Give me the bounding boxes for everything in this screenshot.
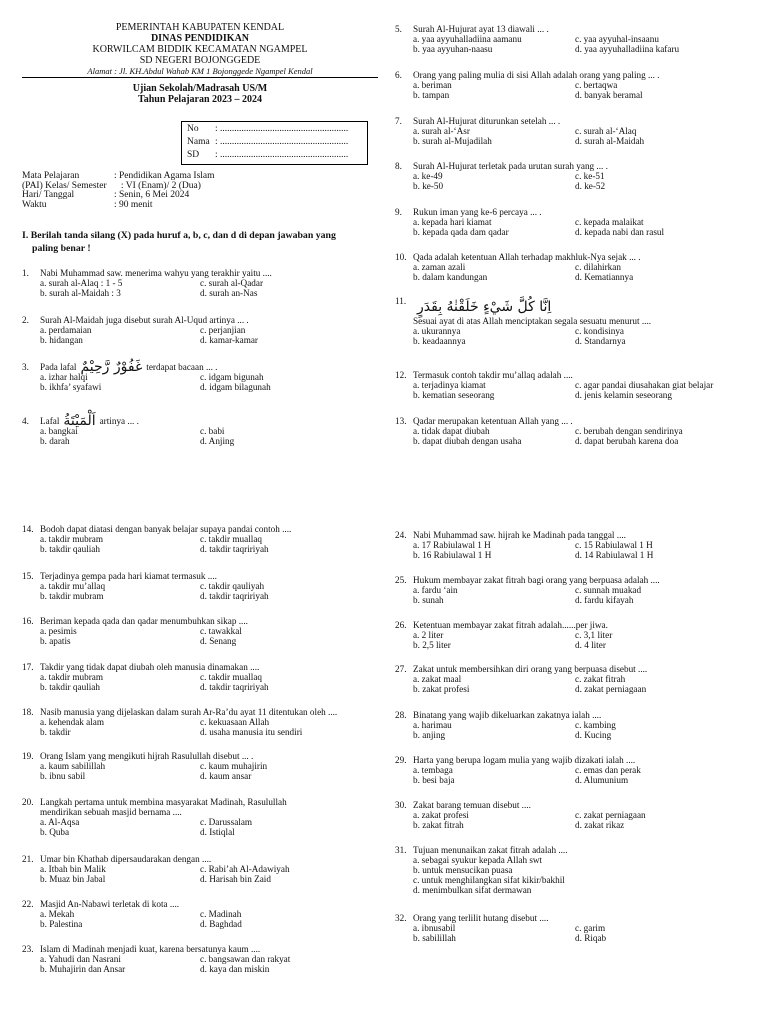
option-a[interactable]: a. ke-49	[413, 171, 443, 181]
option-c[interactable]: c. yaa ayyuhal-insaanu	[575, 34, 659, 44]
option-a[interactable]: a. takdir mubram	[40, 534, 104, 544]
question-number: 26.	[395, 620, 407, 630]
question-17	[22, 662, 360, 692]
option-c[interactable]: c. tawakkal	[200, 626, 242, 636]
option-b[interactable]: b. takdir	[40, 727, 71, 737]
option-b[interactable]: b. sabilillah	[413, 933, 456, 943]
option-a[interactable]: a. 17 Rabiulawal 1 H	[413, 540, 491, 550]
instruction-line-1: I. Berilah tanda silang (X) pada huruf a, b, c, dan d di depan jawaban yang	[22, 230, 336, 241]
option-c[interactable]: c. 3,1 liter	[575, 630, 613, 640]
header-line-2: DINAS PENDIDIKAN	[150, 33, 250, 44]
question-number: 5.	[395, 24, 402, 34]
question-16	[22, 616, 360, 646]
option-a[interactable]: a. kepada hari kiamat	[413, 217, 492, 227]
question-23	[22, 944, 360, 974]
option-c[interactable]: c. Darussalam	[200, 817, 253, 827]
question-stem: Qadar merupakan ketentuan Allah yang ... .	[413, 416, 573, 426]
option-c[interactable]: c. agar pandai diusahakan giat belajar	[575, 380, 714, 390]
option-d[interactable]: d. Baghdad	[200, 919, 242, 929]
id-value: : ......................................................	[215, 150, 349, 160]
option-d[interactable]: d. dapat berubah karena doa	[575, 436, 679, 446]
question-number: 21.	[22, 854, 34, 864]
question-stem: Masjid An-Nabawi terletak di kota ....	[40, 899, 180, 909]
question-stem: Nabi Muhammad saw. menerima wahyu yang terakhir yaitu ....	[40, 268, 272, 278]
option-a[interactable]: a. beriman	[413, 80, 452, 90]
question-number: 30.	[395, 800, 407, 810]
option-c[interactable]: c. surah al-‘Alaq	[575, 126, 637, 136]
meta-value: : VI (Enam)/ 2 (Dua)	[106, 180, 201, 191]
question-number: 25.	[395, 575, 407, 585]
option-b[interactable]: b. anjing	[413, 730, 446, 740]
option-a[interactable]: a. ibnusabil	[413, 923, 456, 933]
option-a[interactable]: a. izhar halqi	[40, 372, 88, 382]
option-d[interactable]: d. Anjing	[200, 436, 235, 446]
id-row	[187, 136, 367, 149]
option-d[interactable]: d. Kematiannya	[575, 272, 634, 282]
question-number: 14.	[22, 524, 34, 534]
question-number: 10.	[395, 252, 407, 262]
question-14	[22, 524, 360, 554]
option-b[interactable]: b. surah al-Maidah : 3	[40, 288, 121, 298]
header-divider	[22, 77, 378, 78]
option-a[interactable]: a. terjadinya kiamat	[413, 380, 486, 390]
question-31	[395, 845, 568, 895]
option-c[interactable]: c. takdir muallaq	[200, 672, 262, 682]
option-d[interactable]: d. Standarnya	[575, 336, 626, 346]
question-number: 4.	[22, 416, 29, 426]
question-3	[22, 359, 360, 392]
letterhead	[20, 22, 380, 77]
question-stem: Sesuai ayat di atas Allah menciptakan segala sesuatu menurut ....	[413, 316, 652, 326]
meta-key: Mata Pelajaran	[22, 171, 80, 181]
option-d[interactable]: d. kamar-kamar	[200, 335, 258, 345]
option-c[interactable]: c. idgam bigunah	[200, 372, 264, 382]
question-29	[395, 755, 737, 785]
question-stem: Nabi Muhammad saw. hijrah ke Madinah pada tanggal ....	[413, 530, 626, 540]
option-a[interactable]: a. tembaga	[413, 765, 453, 775]
question-stem: Termasuk contoh takdir mu’allaq adalah ....	[413, 370, 573, 380]
option-b[interactable]: b. besi baja	[413, 775, 455, 785]
question-number: 28.	[395, 710, 407, 720]
question-number: 16.	[22, 616, 34, 626]
question-26	[395, 620, 737, 650]
question-28	[395, 710, 737, 740]
question-number: 6.	[395, 70, 402, 80]
option-a[interactable]: a. Al-Aqsa	[40, 817, 80, 827]
option-b[interactable]: b. keadaannya	[413, 336, 466, 346]
option-a[interactable]: a. Itbah bin Malik	[40, 864, 106, 874]
exam-title-block	[20, 83, 380, 105]
option-b[interactable]: b. kepada qada dam qadar	[413, 227, 509, 237]
option-d[interactable]: d. banyak beramal	[575, 90, 643, 100]
option-a[interactable]: a. sebagai syukur kepada Allah swt	[413, 855, 543, 865]
id-label: SD	[187, 150, 200, 160]
question-stem: Binatang yang wajib dikeluarkan zakatnya ialah ....	[413, 710, 602, 720]
option-d[interactable]: d. takdir taqririyah	[200, 682, 269, 692]
question-number: 9.	[395, 207, 402, 217]
header-line-3: KORWILCAM BIDDIK KECAMATAN NGAMPEL	[92, 44, 308, 55]
option-a[interactable]: a. fardu ‘ain	[413, 585, 458, 595]
option-c[interactable]: c. garim	[575, 923, 606, 933]
option-b[interactable]: b. ibnu sabil	[40, 771, 86, 781]
question-8	[395, 161, 737, 191]
option-d[interactable]: d. idgam bilagunah	[200, 382, 271, 392]
question-number: 18.	[22, 707, 34, 717]
option-d[interactable]: d. usaha manusia itu sendiri	[200, 727, 303, 737]
question-15	[22, 571, 360, 601]
question-number: 20.	[22, 797, 34, 807]
meta-key: Hari/ Tanggal	[22, 190, 75, 200]
question-number: 24.	[395, 530, 407, 540]
option-c[interactable]: c. ke-51	[575, 171, 605, 181]
option-d[interactable]: d. surah al-Maidah	[575, 136, 645, 146]
option-d[interactable]: d. takdir taqririyah	[200, 591, 269, 601]
exam-title: Ujian Sekolah/Madrasah US/M	[132, 83, 268, 94]
question-stem-pre: Lafal	[40, 416, 60, 426]
option-b[interactable]: b. takdir qauliah	[40, 544, 100, 554]
header-line-4: SD NEGERI BOJONGGEDE	[139, 55, 261, 66]
exam-meta	[22, 172, 215, 210]
question-12	[395, 370, 737, 400]
option-c[interactable]: c. kondisinya	[575, 326, 624, 336]
option-d[interactable]: d. takdir taqririyah	[200, 544, 269, 554]
question-number: 23.	[22, 944, 34, 954]
question-stem: Islam di Madinah menjadi kuat, karena bersatunya kaum ....	[40, 944, 261, 954]
option-a[interactable]: a. Yahudi dan Nasrani	[40, 954, 121, 964]
option-a[interactable]: a. harimau	[413, 720, 452, 730]
question-stem: Zakat untuk membersihkan diri orang yang berpuasa disebut ....	[413, 664, 648, 674]
question-20	[22, 797, 360, 837]
option-d[interactable]: d. fardu kifayah	[575, 595, 634, 605]
option-d[interactable]: d. Harisah bin Zaid	[200, 874, 271, 884]
option-b[interactable]: b. 16 Rabiulawal 1 H	[413, 550, 492, 560]
option-a[interactable]: a. 2 liter	[413, 630, 444, 640]
option-d[interactable]: d. Riqab	[575, 933, 607, 943]
id-label: Nama	[187, 137, 210, 147]
option-a[interactable]: a. zakat maal	[413, 674, 462, 684]
option-c[interactable]: c. kaum muhajirin	[200, 761, 268, 771]
option-b[interactable]: b. yaa ayyuhan-naasu	[413, 44, 493, 54]
meta-key: (PAI) Kelas/ Semester	[22, 180, 107, 191]
meta-value: : Pendidikan Agama Islam	[114, 171, 215, 181]
option-c[interactable]: c. surah al-Qadar	[200, 278, 264, 288]
option-b[interactable]: b. untuk mensucikan puasa	[413, 865, 513, 875]
question-4	[22, 413, 360, 446]
option-b[interactable]: b. kematian seseorang	[413, 390, 495, 400]
id-row	[187, 149, 367, 162]
question-32	[395, 913, 737, 943]
question-stem-post: terdapat bacaan ... .	[146, 362, 218, 372]
question-13	[395, 416, 737, 446]
option-c[interactable]: c. takdir muallaq	[200, 534, 262, 544]
option-b[interactable]: b. surah al-Mujadilah	[413, 136, 492, 146]
question-25	[395, 575, 737, 605]
option-c[interactable]: c. kambing	[575, 720, 616, 730]
question-number: 11.	[395, 296, 407, 306]
question-11	[395, 296, 737, 346]
question-number: 2.	[22, 315, 29, 325]
question-stem: Hukum membayar zakat fitrah bagi orang yang berpuasa adalah ....	[413, 575, 660, 585]
question-number: 22.	[22, 899, 34, 909]
question-stem-post: artinya ... .	[99, 416, 139, 426]
option-a[interactable]: a. pesimis	[40, 626, 77, 636]
question-stem: Orang Islam yang mengikuti hijrah Rasulullah disebut ... .	[40, 751, 254, 761]
question-number: 1.	[22, 268, 29, 278]
question-stem: Zakat barang temuan disebut ....	[413, 800, 531, 810]
question-number: 17.	[22, 662, 34, 672]
option-d[interactable]: d. 14 Rabiulawal 1 H	[575, 550, 654, 560]
question-19	[22, 751, 360, 781]
meta-key: Waktu	[22, 199, 47, 210]
option-b[interactable]: b. 2,5 liter	[413, 640, 451, 650]
question-22	[22, 899, 360, 929]
option-a[interactable]: a. surah al-Alaq : 1 - 5	[40, 278, 123, 288]
question-18	[22, 707, 360, 737]
option-a[interactable]: a. Mekah	[40, 909, 75, 919]
question-number: 3.	[22, 362, 29, 372]
option-d[interactable]: d. kepada nabi dan rasul	[575, 227, 665, 237]
question-stem-pre: Pada lafal	[40, 362, 77, 372]
option-a[interactable]: a. bangkai	[40, 426, 78, 436]
question-stem: Harta yang berupa logam mulia yang wajib dizakati ialah ....	[413, 755, 636, 765]
option-b[interactable]: b. Palestina	[40, 919, 83, 929]
question-30	[395, 800, 737, 830]
option-a[interactable]: a. kaum sabilillah	[40, 761, 106, 771]
option-a[interactable]: a. zaman azali	[413, 262, 466, 272]
option-b[interactable]: b. Muhajirin dan Ansar	[40, 964, 126, 974]
question-stem: Beriman kepada qada dan qadar menumbuhkan sikap ....	[40, 616, 248, 626]
option-b[interactable]: b. tampan	[413, 90, 450, 100]
option-c[interactable]: c. kekuasaan Allah	[200, 717, 270, 727]
id-value: : ......................................................	[215, 124, 349, 134]
question-2	[22, 315, 360, 345]
option-c[interactable]: c. 15 Rabiulawal 1 H	[575, 540, 653, 550]
option-a[interactable]: a. tidak dapat diubah	[413, 426, 490, 436]
option-c[interactable]: c. zakat perniagaan	[575, 810, 646, 820]
meta-value: : Senin, 6 Mei 2024	[114, 190, 190, 200]
option-a[interactable]: a. perdamaian	[40, 325, 92, 335]
option-c[interactable]: c. kepada malaikat	[575, 217, 644, 227]
option-d[interactable]: d. Istiqlal	[200, 827, 235, 837]
question-stem: Bodoh dapat diatasi dengan banyak belajar supaya pandai contoh ....	[40, 524, 292, 534]
question-stem: Umar bin Khathab dipersaudarakan dengan ....	[40, 854, 212, 864]
question-stem: Langkah pertama untuk membina masyarakat Madinah, Rasulullah	[40, 797, 287, 807]
option-d[interactable]: d. kaum ansar	[200, 771, 252, 781]
option-b[interactable]: b. Quba	[40, 827, 70, 837]
option-b[interactable]: b. apatis	[40, 636, 71, 646]
question-stem: Ketentuan membayar zakat fitrah adalah......per jiwa.	[413, 620, 608, 630]
question-6	[395, 70, 737, 100]
option-b[interactable]: b. zakat profesi	[413, 684, 470, 694]
option-c[interactable]: c. sunnah muakad	[575, 585, 642, 595]
option-c[interactable]: c. dilahirkan	[575, 262, 621, 272]
option-d[interactable]: d. Kucing	[575, 730, 612, 740]
option-c[interactable]: c. takdir qauliyah	[200, 581, 265, 591]
option-c[interactable]: c. perjanjian	[200, 325, 246, 335]
option-d[interactable]: d. kaya dan miskin	[200, 964, 270, 974]
option-c[interactable]: c. zakat fitrah	[575, 674, 626, 684]
header-line-1: PEMERINTAH KABUPATEN KENDAL	[115, 22, 285, 33]
option-b[interactable]: b. ke-50	[413, 181, 444, 191]
option-d[interactable]: d. yaa ayyuhalladiina kafaru	[575, 44, 680, 54]
question-stem-line-2: mendirikan sebuah masjid bernama ....	[40, 807, 182, 817]
option-b[interactable]: b. dapat diubah dengan usaha	[413, 436, 522, 446]
option-d[interactable]: d. Alumunium	[575, 775, 629, 785]
option-d[interactable]: d. menimbulkan sifat dermawan	[413, 885, 532, 895]
question-stem: Nasib manusia yang dijelaskan dalam surah Ar-Ra’du ayat 11 ditentukan oleh ....	[40, 707, 338, 717]
option-a[interactable]: a. zakat profesi	[413, 810, 469, 820]
student-id-box	[181, 121, 368, 165]
option-b[interactable]: b. hidangan	[40, 335, 83, 345]
option-d[interactable]: d. 4 liter	[575, 640, 606, 650]
question-number: 32.	[395, 913, 407, 923]
question-21	[22, 854, 360, 884]
option-b[interactable]: b. takdir qauliah	[40, 682, 100, 692]
arabic-verse: اِنَّا كُلَّ شَيْءٍ خَلَقْنٰهُ بِقَدَرٍ	[417, 299, 552, 315]
question-number: 7.	[395, 116, 402, 126]
option-b[interactable]: b. darah	[40, 436, 70, 446]
arabic-text: اَلْمَيْتَةُ	[63, 413, 96, 429]
option-c[interactable]: c. berubah dengan sendirinya	[575, 426, 683, 436]
question-5	[395, 24, 737, 54]
question-number: 12.	[395, 370, 407, 380]
question-number: 19.	[22, 751, 34, 761]
option-d[interactable]: d. zakat perniagaan	[575, 684, 647, 694]
question-stem: Rukun iman yang ke-6 percaya ... .	[413, 207, 542, 217]
option-c[interactable]: c. babi	[200, 426, 225, 436]
question-number: 13.	[395, 416, 407, 426]
header-address: Alamat : Jl. KH.Abdul Wahab KM 1 Bojonggede Ngampel Kendal	[87, 66, 313, 76]
question-stem: Terjadinya gempa pada hari kiamat termasuk ....	[40, 571, 217, 581]
question-stem: Takdir yang tidak dapat diubah oleh manusia dinamakan ....	[40, 662, 260, 672]
question-stem: Qada adalah ketentuan Allah terhadap makhluk-Nya sejak ... .	[413, 252, 641, 262]
question-number: 8.	[395, 161, 402, 171]
id-value: : ......................................................	[215, 137, 349, 147]
option-b[interactable]: b. zakat fitrah	[413, 820, 464, 830]
option-a[interactable]: a. takdir mubram	[40, 672, 104, 682]
question-stem: Orang yang terlilit hutang disebut ....	[413, 913, 549, 923]
option-b[interactable]: b. ikhfa’ syafawi	[40, 382, 102, 392]
option-c[interactable]: c. emas dan perak	[575, 765, 641, 775]
meta-value: : 90 menit	[114, 199, 153, 210]
instruction-line-2: paling benar !	[32, 243, 91, 254]
option-a[interactable]: a. ukurannya	[413, 326, 461, 336]
question-10	[395, 252, 737, 282]
option-d[interactable]: d. ke-52	[575, 181, 606, 191]
option-c[interactable]: c. bertaqwa	[575, 80, 618, 90]
question-24	[395, 530, 737, 560]
question-27	[395, 664, 737, 694]
instruction	[22, 229, 372, 255]
question-stem: Surah Al-Maidah juga disebut surah Al-Uqud artinya ... .	[40, 315, 249, 325]
question-stem: Surah Al-Hujurat terletak pada urutan surah yang ... .	[413, 161, 608, 171]
question-7	[395, 116, 737, 146]
question-number: 31.	[395, 845, 407, 855]
option-d[interactable]: d. zakat rikaz	[575, 820, 625, 830]
option-d[interactable]: d. surah an-Nas	[200, 288, 258, 298]
option-c[interactable]: c. bangsawan dan rakyat	[200, 954, 291, 964]
question-1	[22, 268, 360, 298]
option-c[interactable]: c. Rabi’ah Al-Adawiyah	[200, 864, 290, 874]
question-number: 29.	[395, 755, 407, 765]
option-a[interactable]: a. yaa ayyuhalladiina aamanu	[413, 34, 522, 44]
exam-year: Tahun Pelajaran 2023 – 2024	[137, 94, 263, 105]
option-c[interactable]: c. untuk menghilangkan sifat kikir/bakhil	[413, 875, 565, 885]
option-a[interactable]: a. surah al-‘Asr	[413, 126, 470, 136]
question-stem: Orang yang paling mulia di sisi Allah adalah orang yang paling ... .	[413, 70, 660, 80]
question-number: 15.	[22, 571, 34, 581]
id-row	[187, 123, 367, 136]
question-number: 27.	[395, 664, 407, 674]
question-stem: Surah Al-Hujurat ayat 13 diawali ... .	[413, 24, 549, 34]
question-stem: Tujuan menunaikan zakat fitrah adalah ....	[413, 845, 568, 855]
option-c[interactable]: c. Madinah	[200, 909, 242, 919]
option-d[interactable]: d. Senang	[200, 636, 237, 646]
id-label: No	[187, 124, 199, 134]
question-9	[395, 207, 737, 237]
option-d[interactable]: d. jenis kelamin seseorang	[575, 390, 672, 400]
question-stem: Surah Al-Hujurat diturunkan setelah ... .	[413, 116, 561, 126]
option-b[interactable]: b. dalam kandungan	[413, 272, 488, 282]
option-a[interactable]: a. kehendak alam	[40, 717, 105, 727]
option-b[interactable]: b. sunah	[413, 595, 444, 605]
option-a[interactable]: a. takdir mu’allaq	[40, 581, 106, 591]
option-b[interactable]: b. takdir mubram	[40, 591, 104, 601]
option-b[interactable]: b. Muaz bin Jabal	[40, 874, 106, 884]
arabic-text: غَفُوْرٌ رَّحِيْمٌ	[80, 359, 143, 375]
